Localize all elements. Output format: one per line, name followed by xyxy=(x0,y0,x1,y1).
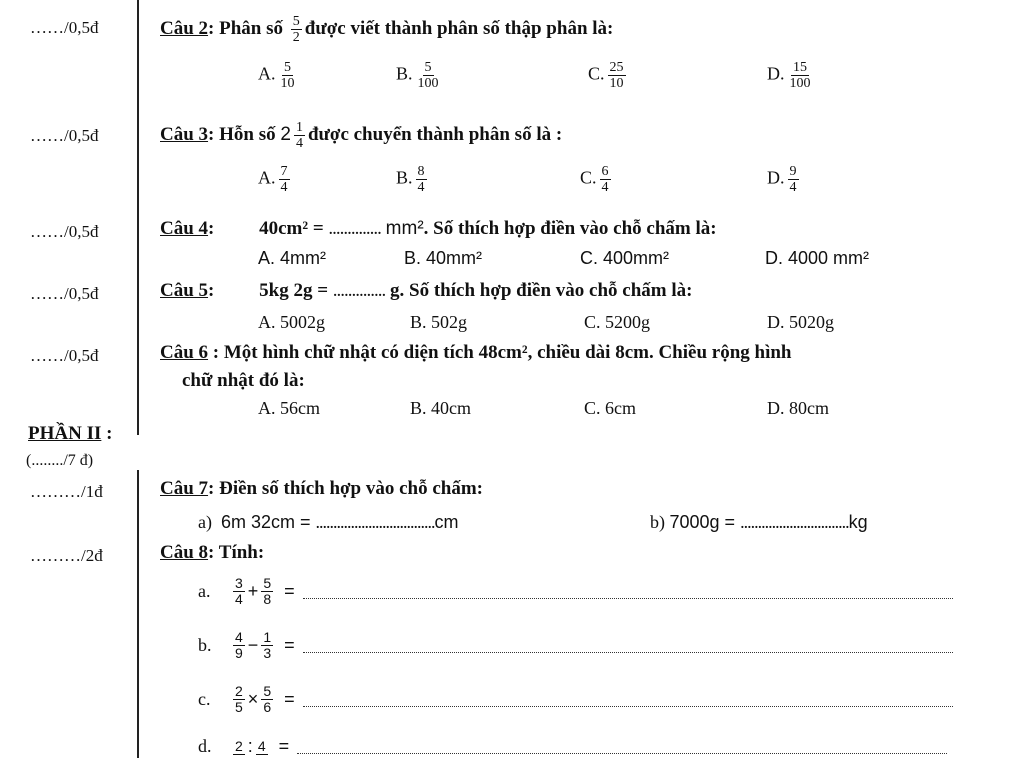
question-2: Câu 2: Phân số $\frac{5}{2}$ được viết thành phân số thập phân là: xyxy=(160,14,614,45)
calc-b: b. $\frac{4}{9}$ − $\frac{1}{3}$ = xyxy=(198,630,953,661)
option-b: B. 40cm xyxy=(410,398,471,418)
calc-a: a. $\frac{3}{4}$ + $\frac{5}{8}$ = xyxy=(198,576,953,607)
answer-line xyxy=(303,584,953,599)
question-5: Câu 5: 5kg 2g = .............. g. Số thích hợp điền vào chỗ chấm là: xyxy=(160,280,693,301)
question-6-cont: chữ nhật đó là: xyxy=(182,370,305,391)
option-c: C. 6cm xyxy=(584,398,636,418)
option-a: A. $\frac{7}{4}$ xyxy=(258,164,288,195)
score-q7: ………/1đ xyxy=(30,482,103,501)
question-7: Câu 7: Điền số thích hợp vào chỗ chấm: xyxy=(160,478,483,499)
option-c: C. $\frac{6}{4}$ xyxy=(580,164,609,195)
calc-d: d. 2 : 4 = xyxy=(198,736,947,757)
q7-part-a: a) 6m 32cm = ..................................cm xyxy=(198,512,459,532)
answer-line xyxy=(303,638,953,653)
question-3: Câu 3: Hỗn số 2 $\frac{1}{4}$ được chuyển thành phân số là : xyxy=(160,120,563,151)
margin-line-lower xyxy=(137,470,139,758)
option-d: D. 5020g xyxy=(767,312,834,332)
margin-line xyxy=(137,0,139,435)
option-d: D. $\frac{9}{4}$ xyxy=(767,164,797,195)
option-b: B. 502g xyxy=(410,312,468,332)
option-a: A. 5002g xyxy=(258,312,325,332)
option-c: C. $\frac{25}{10}$ xyxy=(588,60,624,91)
option-c: C. 400mm² xyxy=(580,248,670,268)
answer-line xyxy=(297,739,947,754)
option-b: B. $\frac{8}{4}$ xyxy=(396,164,425,195)
fraction: $\frac{5}{2}$ xyxy=(292,14,300,45)
option-d: D. $\frac{15}{100}$ xyxy=(767,60,811,91)
option-d: D. 4000 mm² xyxy=(765,248,870,268)
q7-part-b: b) 7000g = ...............................kg xyxy=(650,512,868,532)
score-q6: ……/0,5đ xyxy=(30,346,99,365)
score-q4: ……/0,5đ xyxy=(30,222,99,241)
part-2-title: PHẦN II : xyxy=(28,423,113,444)
option-a: A. 4mm² xyxy=(258,248,327,268)
option-a: A. 56cm xyxy=(258,398,320,418)
score-q8: ………/2đ xyxy=(30,546,103,565)
part-2-points: (......../7 đ) xyxy=(26,452,94,469)
score-q3: ……/0,5đ xyxy=(30,126,99,145)
option-d: D. 80cm xyxy=(767,398,829,418)
option-b: B. $\frac{5}{100}$ xyxy=(396,60,439,91)
question-8: Câu 8: Tính: xyxy=(160,542,265,563)
option-c: C. 5200g xyxy=(584,312,651,332)
question-6: Câu 6 : Một hình chữ nhật có diện tích 48cm², chiều dài 8cm. Chiều rộng hình xyxy=(160,342,792,363)
score-q2: ……/0,5đ xyxy=(30,18,99,37)
question-4: Câu 4: 40cm² = .............. mm². Số thích hợp điền vào chỗ chấm là: xyxy=(160,218,717,239)
score-q5: ……/0,5đ xyxy=(30,284,99,303)
question-label: Câu 2 xyxy=(160,17,209,39)
option-b: B. 40mm² xyxy=(404,248,483,268)
calc-c: c. $\frac{2}{5}$ × $\frac{5}{6}$ = xyxy=(198,684,953,715)
option-a: A. $\frac{5}{10}$ xyxy=(258,60,295,91)
answer-line xyxy=(303,692,953,707)
